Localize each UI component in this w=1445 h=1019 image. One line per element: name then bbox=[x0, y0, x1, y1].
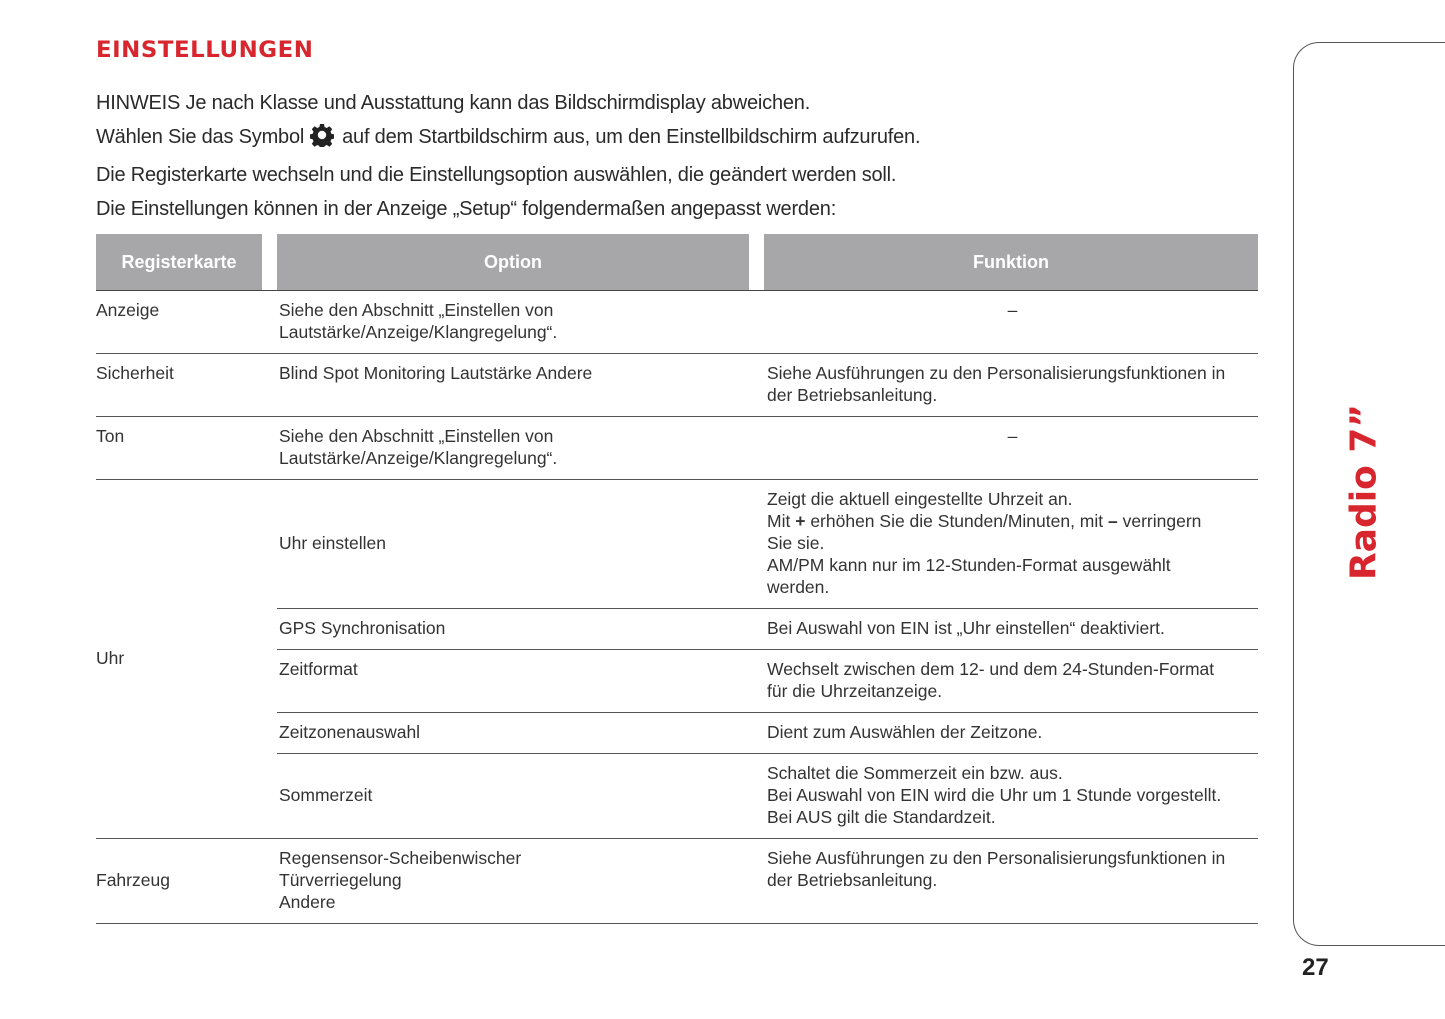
header-registerkarte: Registerkarte bbox=[96, 234, 262, 291]
function-cell: Dient zum Auswählen der Zeitzone. bbox=[764, 713, 1258, 754]
option-cell: Sommerzeit bbox=[277, 754, 749, 839]
option-cell: Uhr einstellen bbox=[277, 480, 749, 609]
section-heading: EINSTELLUNGEN bbox=[96, 38, 314, 63]
option-cell: Zeitformat bbox=[277, 650, 749, 713]
function-cell: Schaltet die Sommerzeit ein bzw. aus. Bei Auswahl von EIN wird die Uhr um 1 Stunde vorgestellt. Bei AUS gilt die Standardzeit. bbox=[764, 754, 1258, 839]
function-cell: Bei Auswahl von EIN ist „Uhr einstellen“ deaktiviert. bbox=[764, 609, 1258, 650]
option-cell: GPS Synchronisation bbox=[277, 609, 749, 650]
gear-icon bbox=[310, 123, 334, 158]
table-row bbox=[96, 480, 1258, 609]
option-cell: Blind Spot Monitoring Lautstärke Andere bbox=[277, 354, 749, 417]
tab-cell: Fahrzeug bbox=[96, 839, 262, 924]
option-cell: Siehe den Abschnitt „Einstellen von Lautstärke/Anzeige/Klangregelung“. bbox=[277, 291, 749, 354]
header-option: Option bbox=[277, 234, 749, 291]
intro-line-2-after: auf dem Startbildschirm aus, um den Einstellbildschirm aufzurufen. bbox=[342, 126, 921, 148]
table-row bbox=[96, 417, 1258, 480]
intro-line-3: Die Registerkarte wechseln und die Einstellungsoption auswählen, die geändert werden soll. bbox=[96, 164, 897, 186]
intro-text bbox=[96, 86, 920, 226]
chapter-tab-label: Radio 7” bbox=[1343, 403, 1385, 581]
intro-line-2-before: Wählen Sie das Symbol bbox=[96, 126, 305, 148]
table-row bbox=[96, 839, 1258, 924]
function-cell: – bbox=[764, 291, 1258, 354]
option-cell: Zeitzonenauswahl bbox=[277, 713, 749, 754]
page-number: 27 bbox=[1302, 954, 1329, 981]
header-funktion: Funktion bbox=[764, 234, 1258, 291]
tab-cell: Ton bbox=[96, 417, 262, 480]
function-cell: Siehe Ausführungen zu den Personalisierungsfunktionen in der Betriebsanleitung. bbox=[764, 354, 1258, 417]
function-cell: Zeigt die aktuell eingestellte Uhrzeit an. Mit + erhöhen Sie die Stunden/Minuten, mit – verringern Sie sie. AM/PM kann nur im 12-Stunden-Format ausgewählt werden. bbox=[764, 480, 1258, 609]
table-row bbox=[96, 354, 1258, 417]
option-cell: Siehe den Abschnitt „Einstellen von Lautstärke/Anzeige/Klangregelung“. bbox=[277, 417, 749, 480]
intro-line-2 bbox=[96, 120, 920, 158]
plus-symbol: + bbox=[795, 511, 806, 531]
tab-cell: Sicherheit bbox=[96, 354, 262, 417]
tab-cell: Uhr bbox=[96, 480, 262, 839]
function-cell: Siehe Ausführungen zu den Personalisierungsfunktionen in der Betriebsanleitung. bbox=[764, 839, 1258, 924]
intro-line-4: Die Einstellungen können in der Anzeige „Setup“ folgendermaßen angepasst werden: bbox=[96, 198, 837, 220]
settings-table bbox=[96, 234, 1258, 924]
tab-cell: Anzeige bbox=[96, 291, 262, 354]
minus-symbol: – bbox=[1108, 511, 1118, 531]
option-cell: Regensensor-Scheibenwischer Türverriegelung Andere bbox=[277, 839, 749, 924]
table-row bbox=[96, 291, 1258, 354]
function-cell: – bbox=[764, 417, 1258, 480]
intro-line-1: HINWEIS Je nach Klasse und Ausstattung kann das Bildschirmdisplay abweichen. bbox=[96, 92, 811, 114]
function-cell: Wechselt zwischen dem 12- und dem 24-Stunden-Format für die Uhrzeitanzeige. bbox=[764, 650, 1258, 713]
